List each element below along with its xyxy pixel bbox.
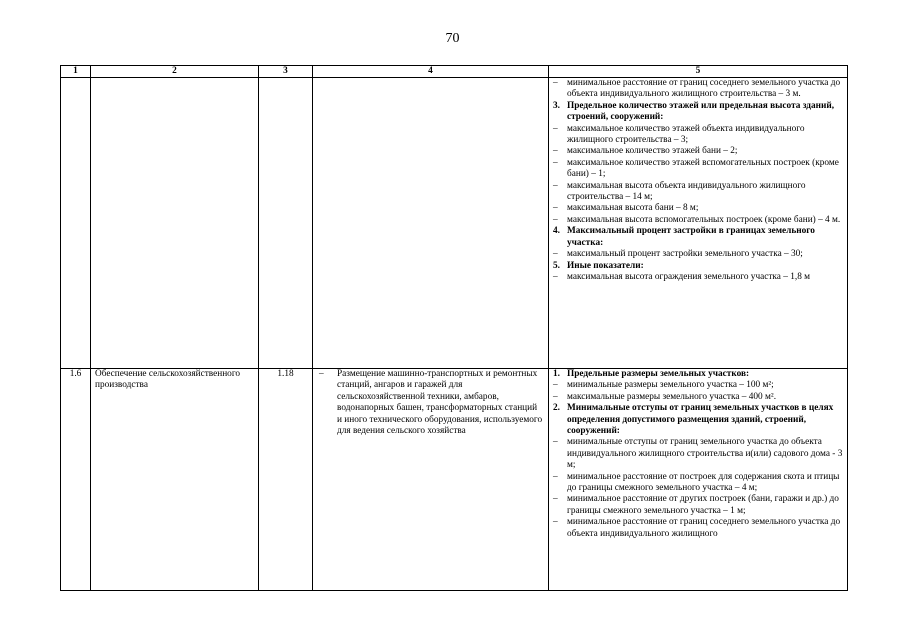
parameter-line: – максимальный процент застройки земельного участка – 30; [553, 249, 803, 260]
row-a-parameters [549, 78, 848, 369]
parameter-line: – минимальные отступы от границ земельного участка до объекта индивидуального жилищного строительства и(или) садового дома - 3 м; [553, 437, 843, 471]
parameter-line: – максимальная высота ограждения земельного участка – 1,8 м [553, 271, 811, 282]
header-col-2: 2 [91, 66, 259, 78]
header-col-1: 1 [61, 66, 91, 78]
parameter-heading: 4. Максимальный процент застройки в границах земельного участка: [553, 226, 815, 248]
parameter-line: – минимальные размеры земельного участка – 100 м²; [553, 380, 774, 391]
parameter-heading: 5. Иные показатели: [553, 260, 644, 271]
parameter-line: – минимальное расстояние от других построек (бани, гаражи и др.) до границы смежного земельного участка – 1 м; [553, 494, 839, 516]
parameter-line: – максимальное количество этажей вспомогательных построек (кроме бани) – 1; [553, 157, 839, 180]
table-row [61, 78, 848, 369]
parameter-heading: 1. Предельные размеры земельных участков: [553, 369, 750, 379]
parameter-line: – максимальные размеры земельного участка – 400 м². [553, 391, 777, 402]
parameter-line: – максимальная высота бани – 8 м; [553, 203, 699, 214]
parameter-heading: 2. Минимальные отступы от границ земельных участков в целях определения допустимого размещения зданий, строений, сооружений: [553, 403, 834, 437]
parameter-line: – максимальная высота объекта индивидуального жилищного строительства – 14 м; [553, 180, 806, 203]
table-row [61, 369, 848, 591]
regulations-table [60, 65, 848, 591]
row-a-description [313, 78, 549, 369]
description-text: Размещение машинно-транспортных и ремонтных станций, ангаров и гаражей для сельскохозяйственной техники, амбаров, водонапорных башен, трансформаторных станций и иного технического оборудования, используемого для ведения сельского хозяйства [337, 369, 543, 437]
table-header-row [61, 66, 848, 78]
parameter-line: – минимальное расстояние от границ соседнего земельного участка до объекта индивидуального жилищного [553, 517, 841, 539]
parameter-line: – максимальное количество этажей бани – 2; [553, 146, 738, 157]
header-col-5: 5 [549, 66, 848, 78]
row-b-number: 1.6 [61, 369, 91, 591]
row-b-description [313, 369, 549, 591]
parameter-line: – максимальное количество этажей объекта индивидуального жилищного строительства – 3; [553, 123, 805, 146]
row-a-number [61, 78, 91, 369]
row-b-parameters [549, 369, 848, 591]
header-col-4: 4 [313, 66, 549, 78]
parameter-line: – минимальное расстояние от построек для содержания скота и птицы до границы смежного земельного участка – 4 м; [553, 471, 840, 494]
parameter-heading: 3. Предельное количество этажей или предельная высота зданий, строений, сооружений: [553, 100, 835, 123]
page-number: 70 [445, 31, 460, 46]
parameter-line: – минимальное расстояние от границ соседнего земельного участка до объекта индивидуального жилищного строительства – 3 м. [553, 78, 841, 100]
description-dash: – [319, 369, 324, 379]
row-b-code: 1.18 [259, 369, 313, 591]
parameter-line: – максимальная высота вспомогательных построек (кроме бани) – 4 м. [553, 214, 841, 225]
row-a-code [259, 78, 313, 369]
header-col-3: 3 [259, 66, 313, 78]
row-a-name [91, 78, 259, 369]
row-b-name: Обеспечение сельскохозяйственного производства [91, 369, 259, 591]
